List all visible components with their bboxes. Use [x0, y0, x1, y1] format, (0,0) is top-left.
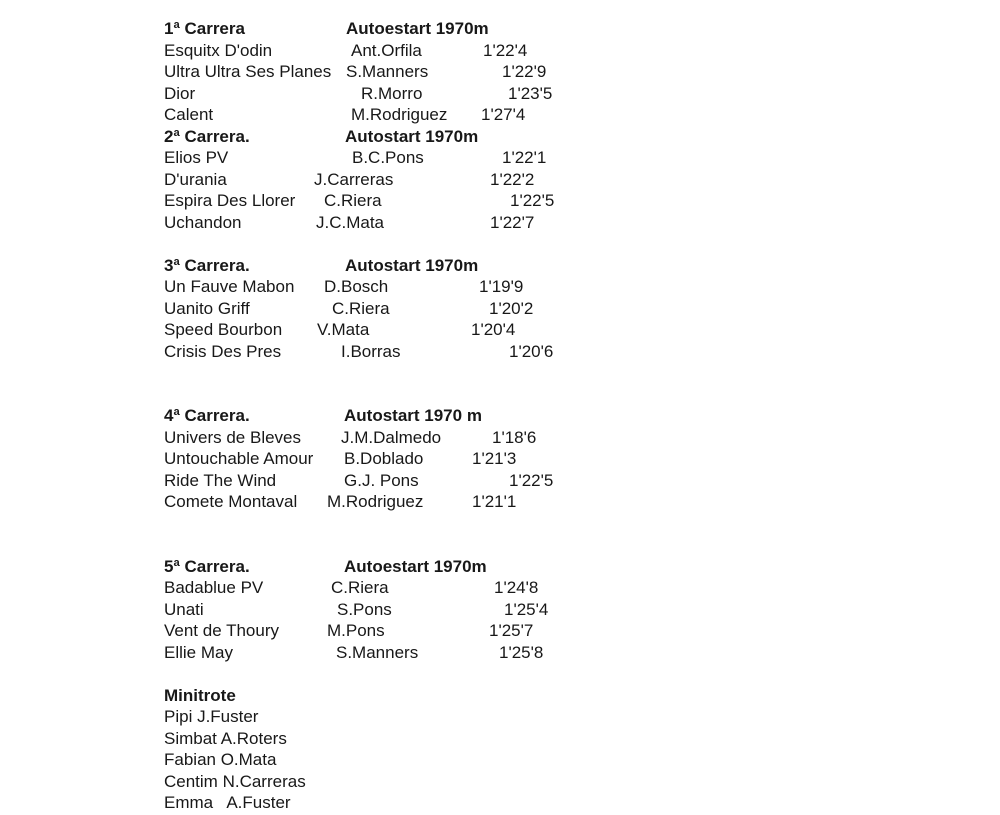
horse-name: Ellie May — [164, 642, 233, 662]
finish-time: 1'25'4 — [504, 599, 549, 619]
horse-name: Univers de Bleves — [164, 427, 302, 447]
section-gap — [164, 233, 594, 255]
section-gap — [164, 513, 594, 556]
driver-name: C.Riera — [331, 578, 389, 597]
race-entry-row — [164, 620, 594, 642]
finish-time: 1'22'5 — [510, 191, 555, 210]
driver-name: V.Mata — [317, 320, 370, 339]
minitrote-entry-row — [164, 749, 594, 771]
horse-name: Vent de Thoury — [164, 621, 279, 640]
finish-time: 1'20'4 — [471, 320, 516, 339]
driver-name: S.Pons — [337, 599, 392, 619]
race-1-title: 1ª Carrera — [164, 19, 245, 38]
driver-name: C.Riera — [324, 191, 382, 210]
finish-time: 1'19'9 — [479, 277, 524, 296]
driver-name: M.Rodriguez — [351, 105, 448, 124]
minitrote-entry-row — [164, 771, 594, 793]
driver-name: R.Morro — [361, 83, 423, 103]
race-4-header — [164, 405, 594, 427]
race-entry-row — [164, 577, 594, 599]
race-entry-row — [164, 470, 594, 492]
race-entry-row — [164, 341, 594, 363]
driver-name: I.Borras — [341, 341, 401, 361]
driver-name: C.Riera — [332, 298, 390, 318]
driver-name: B.Doblado — [344, 449, 424, 468]
minitrote-entry: Simbat A.Roters — [164, 728, 287, 748]
race-entry-row — [164, 599, 594, 621]
horse-name: Ultra Ultra Ses Planes — [164, 62, 332, 81]
finish-time: 1'25'8 — [499, 642, 544, 662]
race-4-distance: Autostart 1970 m — [344, 406, 482, 425]
driver-name: D.Bosch — [324, 277, 389, 296]
race-results-sheet — [164, 18, 594, 814]
minitrote-entry: Pipi J.Fuster — [164, 707, 259, 726]
race-entry-row — [164, 40, 594, 62]
race-entry-row — [164, 276, 594, 298]
race-1-header — [164, 18, 594, 40]
section-gap — [164, 362, 594, 405]
finish-time: 1'22'5 — [509, 470, 554, 490]
race-3-header — [164, 255, 594, 277]
finish-time: 1'20'6 — [509, 341, 554, 361]
race-entry-row — [164, 190, 594, 212]
horse-name: Un Fauve Mabon — [164, 277, 295, 296]
driver-name: J.C.Mata — [316, 212, 385, 232]
horse-name: Elios PV — [164, 148, 229, 167]
race-entry-row — [164, 298, 594, 320]
finish-time: 1'20'2 — [489, 298, 534, 318]
race-1-distance: Autoestart 1970m — [346, 19, 489, 38]
minitrote-entry: Centim N.Carreras — [164, 771, 306, 791]
finish-time: 1'21'1 — [472, 492, 517, 511]
race-entry-row — [164, 212, 594, 234]
horse-name: Esquitx D'odin — [164, 40, 273, 60]
horse-name: Calent — [164, 105, 214, 124]
race-entry-row — [164, 427, 594, 449]
race-entry-row — [164, 104, 594, 126]
minitrote-title: Minitrote — [164, 685, 236, 705]
finish-time: 1'18'6 — [492, 427, 537, 447]
driver-name: S.Manners — [346, 62, 429, 81]
horse-name: D'urania — [164, 169, 227, 189]
finish-time: 1'22'7 — [490, 212, 535, 232]
finish-time: 1'22'1 — [502, 148, 547, 167]
race-5-title: 5ª Carrera. — [164, 556, 250, 576]
race-3-title: 3ª Carrera. — [164, 255, 250, 275]
minitrote-entry-row — [164, 792, 594, 814]
horse-name: Speed Bourbon — [164, 320, 283, 339]
horse-name: Untouchable Amour — [164, 449, 314, 468]
driver-name: M.Pons — [327, 621, 385, 640]
minitrote-entry-row — [164, 728, 594, 750]
race-entry-row — [164, 61, 594, 83]
minitrote-header — [164, 685, 594, 707]
finish-time: 1'21'3 — [472, 449, 517, 468]
race-3-distance: Autostart 1970m — [345, 255, 479, 275]
horse-name: Dior — [164, 83, 196, 103]
finish-time: 1'23'5 — [508, 83, 553, 103]
horse-name: Espira Des Llorer — [164, 191, 296, 210]
minitrote-entry: Emma A.Fuster — [164, 793, 291, 812]
horse-name: Uchandon — [164, 212, 242, 232]
driver-name: Ant.Orfila — [351, 40, 422, 60]
horse-name: Uanito Griff — [164, 298, 250, 318]
race-entry-row — [164, 83, 594, 105]
race-5-header — [164, 556, 594, 578]
race-4-title: 4ª Carrera. — [164, 406, 250, 425]
minitrote-entry: Fabian O.Mata — [164, 750, 277, 769]
minitrote-entry-row — [164, 706, 594, 728]
finish-time: 1'27'4 — [481, 105, 526, 124]
finish-time: 1'22'9 — [502, 62, 547, 81]
horse-name: Comete Montaval — [164, 492, 298, 511]
horse-name: Crisis Des Pres — [164, 341, 282, 361]
race-5-distance: Autoestart 1970m — [344, 556, 487, 576]
horse-name: Ride The Wind — [164, 470, 277, 490]
section-gap — [164, 663, 594, 685]
race-entry-row — [164, 642, 594, 664]
finish-time: 1'22'4 — [483, 40, 528, 60]
race-entry-row — [164, 147, 594, 169]
race-entry-row — [164, 448, 594, 470]
driver-name: J.Carreras — [314, 169, 394, 189]
finish-time: 1'22'2 — [490, 169, 535, 189]
driver-name: M.Rodriguez — [327, 492, 424, 511]
finish-time: 1'25'7 — [489, 621, 534, 640]
race-2-title: 2ª Carrera. — [164, 126, 250, 146]
horse-name: Badablue PV — [164, 578, 264, 597]
horse-name: Unati — [164, 599, 204, 619]
race-entry-row — [164, 491, 594, 513]
race-entry-row — [164, 169, 594, 191]
driver-name: J.M.Dalmedo — [341, 427, 442, 447]
driver-name: B.C.Pons — [352, 148, 424, 167]
driver-name: S.Manners — [336, 642, 419, 662]
finish-time: 1'24'8 — [494, 578, 539, 597]
race-2-header — [164, 126, 594, 148]
race-entry-row — [164, 319, 594, 341]
driver-name: G.J. Pons — [344, 470, 419, 490]
race-2-distance: Autostart 1970m — [345, 126, 479, 146]
